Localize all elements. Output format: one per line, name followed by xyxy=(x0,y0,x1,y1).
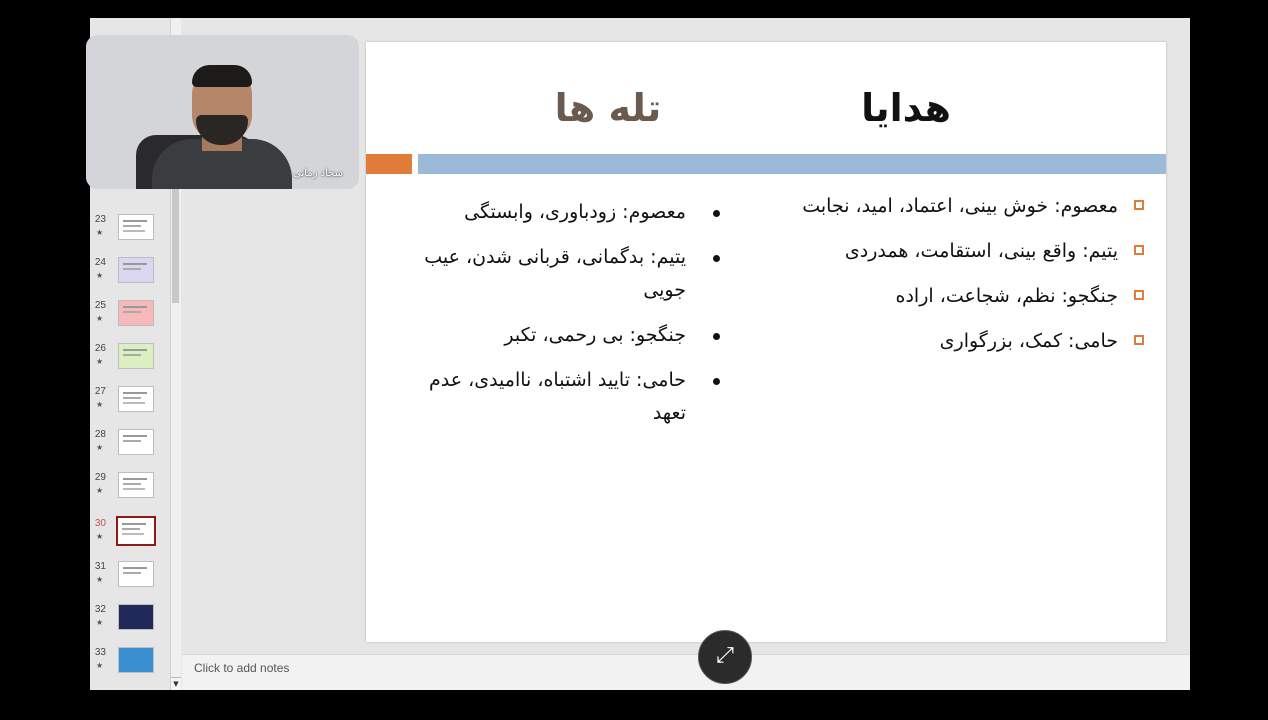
thumbnail-image xyxy=(118,472,154,498)
animation-star-icon: ★ xyxy=(96,618,104,627)
list-item xyxy=(776,325,1144,358)
list-item-text: حامی: کمک، بزرگواری xyxy=(939,330,1118,352)
animation-star-icon: ★ xyxy=(96,532,104,541)
notes-placeholder[interactable]: Click to add notes xyxy=(194,661,290,675)
thumbnail-number: 30 xyxy=(94,518,106,529)
list-item-text: یتیم: بدگمانی، قربانی شدن، عیب جویی xyxy=(424,246,686,301)
thumbnail-number: 24 xyxy=(94,257,106,268)
list-item xyxy=(406,319,686,352)
animation-star-icon: ★ xyxy=(96,443,104,452)
traps-list[interactable] xyxy=(406,196,686,442)
list-item-text: جنگجو: بی رحمی، تکبر xyxy=(504,324,686,346)
list-item-text: معصوم: خوش بینی، اعتماد، امید، نجابت xyxy=(802,195,1118,217)
title-gifts[interactable]: هدایا xyxy=(861,86,951,130)
slide-thumbnail-30[interactable] xyxy=(90,518,170,554)
thumbnail-image xyxy=(118,257,154,283)
participant-name: سجاد زمانی xyxy=(293,168,343,179)
slide-thumbnail-32[interactable] xyxy=(90,604,170,640)
scroll-down-arrow-icon[interactable]: ▼ xyxy=(171,677,181,690)
slide-thumbnail-26[interactable] xyxy=(90,343,170,379)
list-item xyxy=(406,241,686,307)
thumbnail-number: 27 xyxy=(94,386,106,397)
animation-star-icon: ★ xyxy=(96,661,104,670)
square-bullet-icon xyxy=(1134,290,1144,300)
list-item-text: جنگجو: نظم، شجاعت، اراده xyxy=(895,285,1118,307)
slide-canvas[interactable] xyxy=(366,42,1166,642)
animation-star-icon: ★ xyxy=(96,486,104,495)
thumbnail-number: 29 xyxy=(94,472,106,483)
list-item-text: یتیم: واقع بینی، استقامت، همدردی xyxy=(844,240,1118,262)
thumbnail-image xyxy=(116,516,156,546)
dot-bullet-icon xyxy=(713,378,720,385)
animation-star-icon: ★ xyxy=(96,575,104,584)
list-item xyxy=(776,280,1144,313)
thumbnail-number: 25 xyxy=(94,300,106,311)
accent-bar-blue xyxy=(418,154,1166,174)
thumbnail-image xyxy=(118,429,154,455)
thumbnail-number: 26 xyxy=(94,343,106,354)
thumbnail-number: 28 xyxy=(94,429,106,440)
title-traps[interactable]: تله ها xyxy=(554,86,662,130)
thumbnail-image xyxy=(118,300,154,326)
square-bullet-icon xyxy=(1134,200,1144,210)
list-item xyxy=(776,235,1144,268)
thumbnail-number: 32 xyxy=(94,604,106,615)
thumbnail-number: 31 xyxy=(94,561,106,572)
dot-bullet-icon xyxy=(713,210,720,217)
thumbnail-number: 33 xyxy=(94,647,106,658)
thumbnail-image xyxy=(118,386,154,412)
animation-star-icon: ★ xyxy=(96,314,104,323)
slide-thumbnail-33[interactable] xyxy=(90,647,170,683)
animation-star-icon: ★ xyxy=(96,228,104,237)
webcam-overlay[interactable] xyxy=(86,35,359,189)
dot-bullet-icon xyxy=(713,255,720,262)
accent-bar-orange xyxy=(366,154,412,174)
gifts-list[interactable] xyxy=(776,190,1144,370)
webcam-person-hair xyxy=(192,65,252,87)
slide-thumbnail-31[interactable] xyxy=(90,561,170,597)
slide-thumbnail-23[interactable] xyxy=(90,214,170,250)
slide-thumbnail-25[interactable] xyxy=(90,300,170,336)
thumbnail-number: 23 xyxy=(94,214,106,225)
animation-star-icon: ★ xyxy=(96,400,104,409)
slide-thumbnail-27[interactable] xyxy=(90,386,170,422)
list-item-text: حامی: تایید اشتباه، ناامیدی، عدم تعهد xyxy=(428,369,686,424)
thumbnail-image xyxy=(118,343,154,369)
thumbnail-image xyxy=(118,561,154,587)
slide-thumbnail-28[interactable] xyxy=(90,429,170,465)
list-item xyxy=(776,190,1144,223)
dot-bullet-icon xyxy=(713,333,720,340)
slide-thumbnail-29[interactable] xyxy=(90,472,170,508)
animation-star-icon: ★ xyxy=(96,357,104,366)
square-bullet-icon xyxy=(1134,245,1144,255)
list-item xyxy=(406,196,686,229)
list-item xyxy=(406,364,686,430)
thumbnail-image xyxy=(118,214,154,240)
thumbnail-image xyxy=(118,604,154,630)
thumbnail-image xyxy=(118,647,154,673)
square-bullet-icon xyxy=(1134,335,1144,345)
list-item-text: معصوم: زودباوری، وابستگی xyxy=(464,201,686,223)
fullscreen-expand-icon[interactable]: ⤢ xyxy=(698,630,752,684)
animation-star-icon: ★ xyxy=(96,271,104,280)
notes-pane[interactable] xyxy=(182,654,1190,690)
slide-thumbnail-24[interactable] xyxy=(90,257,170,293)
